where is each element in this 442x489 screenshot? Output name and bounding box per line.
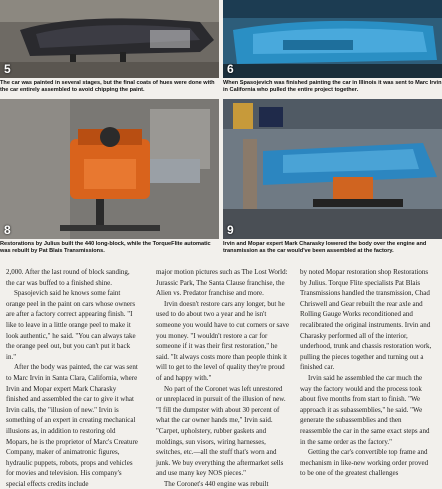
photo-number: 9 <box>227 223 234 237</box>
paragraph: Irvin said he assembled the car much the way the factory would and the process took about five months from start to finish. "We approach it as subassemblies," he said. "We generate the subassemblies and then reassemble the car in the same exact steps and in the same order as the factory." <box>300 373 430 446</box>
photo-number: 8 <box>4 223 11 237</box>
body-column-2 <box>156 267 289 489</box>
photo-number: 6 <box>227 62 234 76</box>
photo-6-image <box>223 0 442 78</box>
paragraph: by noted Mopar restoration shop Restorations by Julius. Torque Flite specialists Pat Blais Transmissions handled the transmission, Chad Chriswell and Gear rebuilt the rear axle and Rolling Gauge Works reconditioned and recalibrated the original instruments. Irvin and Charasky performed all of the interior, underhood, trunk and chassis restoration work, pulling the pieces together and turning out a finished car. <box>300 268 432 372</box>
photo-8-image <box>0 99 219 239</box>
paragraph: 2,000. After the last round of block sanding, the car was buffed to a finished shine. <box>6 268 130 287</box>
paragraph: After the body was painted, the car was sent to Marc Irvin in Santa Clara, California, where Irvin and Mopar expert Mark Charasky finished and assembled the car to give it what Irvin calls, the "illusion of new." Irvin is something of an expert in creating mechanical illusions as, in addition to restoring old Mopars, he is the proprietor of Marc's Creature Company, maker of animatronic figures, hydraulic puppets, robots, props and vehicles for movies and television. His company's special effects credits include <box>6 363 138 488</box>
photo-5 <box>0 0 219 78</box>
body-column-1 <box>6 267 139 489</box>
caption-9: Irvin and Mopar expert Mark Charasky lowered the body over the engine and transmission as the car would've been assembled at the factory. <box>223 241 427 254</box>
photo-9 <box>223 99 442 239</box>
paragraph: Getting the car's convertible top frame and mechanism in like-new working order proved to be one of the greatest challenges <box>300 448 429 478</box>
body-column-3 <box>300 267 433 479</box>
paragraph: Spasojevich said he knows some faint orange peel in the paint on cars whose owners are after a factory correct appearing finish. "I like to leave in a little orange peel to make it look authentic," he said. "You can always take the orange peel out, but you can't put it back in." <box>6 289 136 361</box>
caption-5: The car was painted in several stages, but the final coats of hues were done with the car entirely assembled to avoid chipping the paint. <box>0 80 215 93</box>
photo-number: 5 <box>4 62 11 76</box>
photo-5-image <box>0 0 219 78</box>
paragraph: Irvin doesn't restore cars any longer, but he used to do about two a year and he isn't someone you would have to cut corners or save you money. "I wouldn't restore a car for someone if it was their first restoration," he said. "It always costs more than people think it will to get to the level of quality they're proud of and happy with." <box>156 299 289 382</box>
caption-6: When Spasojevich was finished painting the car in Illinois it was sent to Marc Irvin in California who pulled the entire project together. <box>223 80 442 93</box>
caption-8: Restorations by Julius built the 440 long-block, while the TorqueFlite automatic was rebuilt by Pat Blais Transmissions. <box>0 241 211 254</box>
photo-9-image <box>223 99 442 239</box>
paragraph: The Coronet's 440 engine was rebuilt <box>164 479 269 488</box>
paragraph: major motion pictures such as The Lost World: Jurassic Park, The Santa Clause franchise, the Alien vs. Predator franchise and more. <box>156 268 288 298</box>
paragraph: No part of the Coronet was left unrestored or unreplaced in pursuit of the illusion of new. "I fill the dumpster with about 30 percent of what the car owner hands me," Irvin said. "Carpet, upholstery, rubber gaskets and moldings, sun visors, wiring harnesses, switches, etc.—all the stuff that's worn and junk. We buy everything the aftermarket sells and use many key NOS pieces." <box>156 384 286 478</box>
photo-8 <box>0 99 219 239</box>
photo-6 <box>223 0 442 78</box>
